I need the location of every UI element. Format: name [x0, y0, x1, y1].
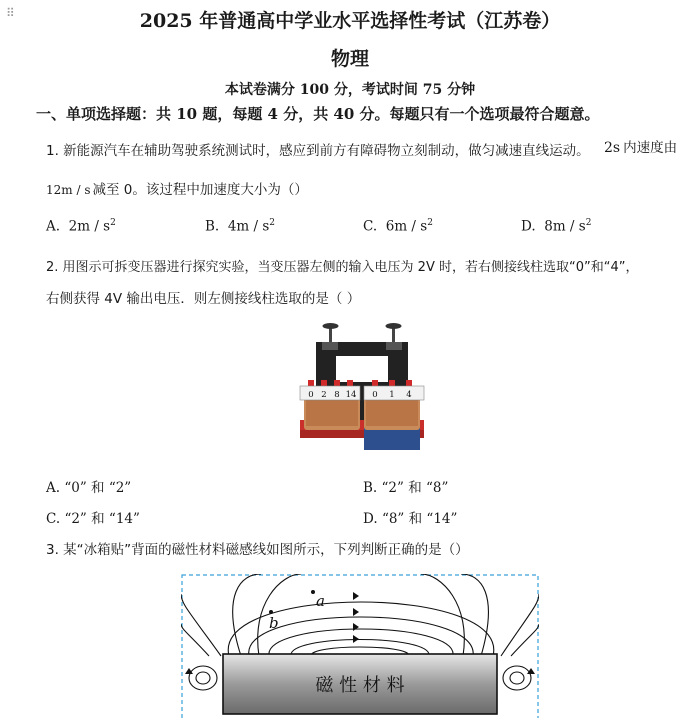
left-terminal-0: 0 — [308, 390, 314, 400]
left-terminal-2: 2 — [321, 390, 327, 400]
magnet-label: 磁 性 材 料 — [315, 675, 405, 696]
right-terminal-4: 4 — [406, 390, 412, 400]
question-1-line-2 — [46, 178, 308, 198]
question-1-option-b[interactable]: B. $4m / s^2$ — [205, 218, 275, 235]
right-knob-icon — [386, 323, 402, 329]
section-heading: 一、单项选择题：共 10 题，每题 4 分，共 40 分。每题只有一个选项最符合题意。 — [36, 105, 600, 123]
point-b-label: b — [269, 614, 279, 632]
question-1-tail: 减至 0。该过程中加速度大小为（） — [92, 182, 308, 198]
left-knob-icon — [323, 323, 339, 329]
question-1-option-c[interactable]: C. $6m / s^2$ — [363, 218, 433, 235]
right-terminal-0: 0 — [372, 390, 378, 400]
question-2-option-b[interactable]: B. “2” 和 “8” — [363, 480, 449, 496]
point-a-marker — [311, 590, 315, 594]
left-terminal-8: 8 — [334, 390, 340, 400]
magnetic-field-figure — [181, 574, 539, 718]
question-1-time: 2s 内速度由 — [604, 140, 678, 156]
right-terminal-1: 1 — [389, 390, 395, 400]
left-terminal-14: 14 — [345, 390, 357, 400]
question-1-line-1 — [46, 139, 590, 159]
subject-title: 物理 — [330, 48, 369, 70]
drag-handle-icon[interactable]: ⠿ — [6, 6, 14, 20]
transformer-figure — [296, 320, 428, 458]
question-1-option-a[interactable]: A. $2m / s^2$ — [46, 218, 116, 235]
question-2-option-a[interactable]: A. “0” 和 “2” — [46, 480, 132, 496]
question-1-speed: 12m / s — [46, 183, 91, 197]
question-2-line-1: 2. 用图示可拆变压器进行探究实验，当变压器左侧的输入电压为 2V 时，若右侧接线柱选取“0”和“4”， — [46, 260, 639, 275]
point-a-label: a — [316, 592, 325, 610]
exam-meta: 本试卷满分 100 分，考试时间 75 分钟 — [224, 82, 476, 98]
question-1-text: 1. 新能源汽车在辅助驾驶系统测试时，感应到前方有障碍物立刻制动，做匀减速直线运动。 — [46, 143, 590, 159]
question-2-option-c[interactable]: C. “2” 和 “14” — [46, 511, 140, 527]
question-1-option-d[interactable]: D. $8m / s^2$ — [521, 218, 592, 235]
question-2-line-2: 右侧获得 4V 输出电压．则左侧接线柱选取的是（ ） — [46, 291, 361, 307]
question-2-option-d[interactable]: D. “8” 和 “14” — [363, 511, 458, 527]
question-3-line-1: 3. 某“冰箱贴”背面的磁性材料磁感线如图所示，下列判断正确的是（） — [46, 542, 469, 558]
exam-title: 2025 年普通高中学业水平选择性考试（江苏卷） — [139, 10, 561, 32]
